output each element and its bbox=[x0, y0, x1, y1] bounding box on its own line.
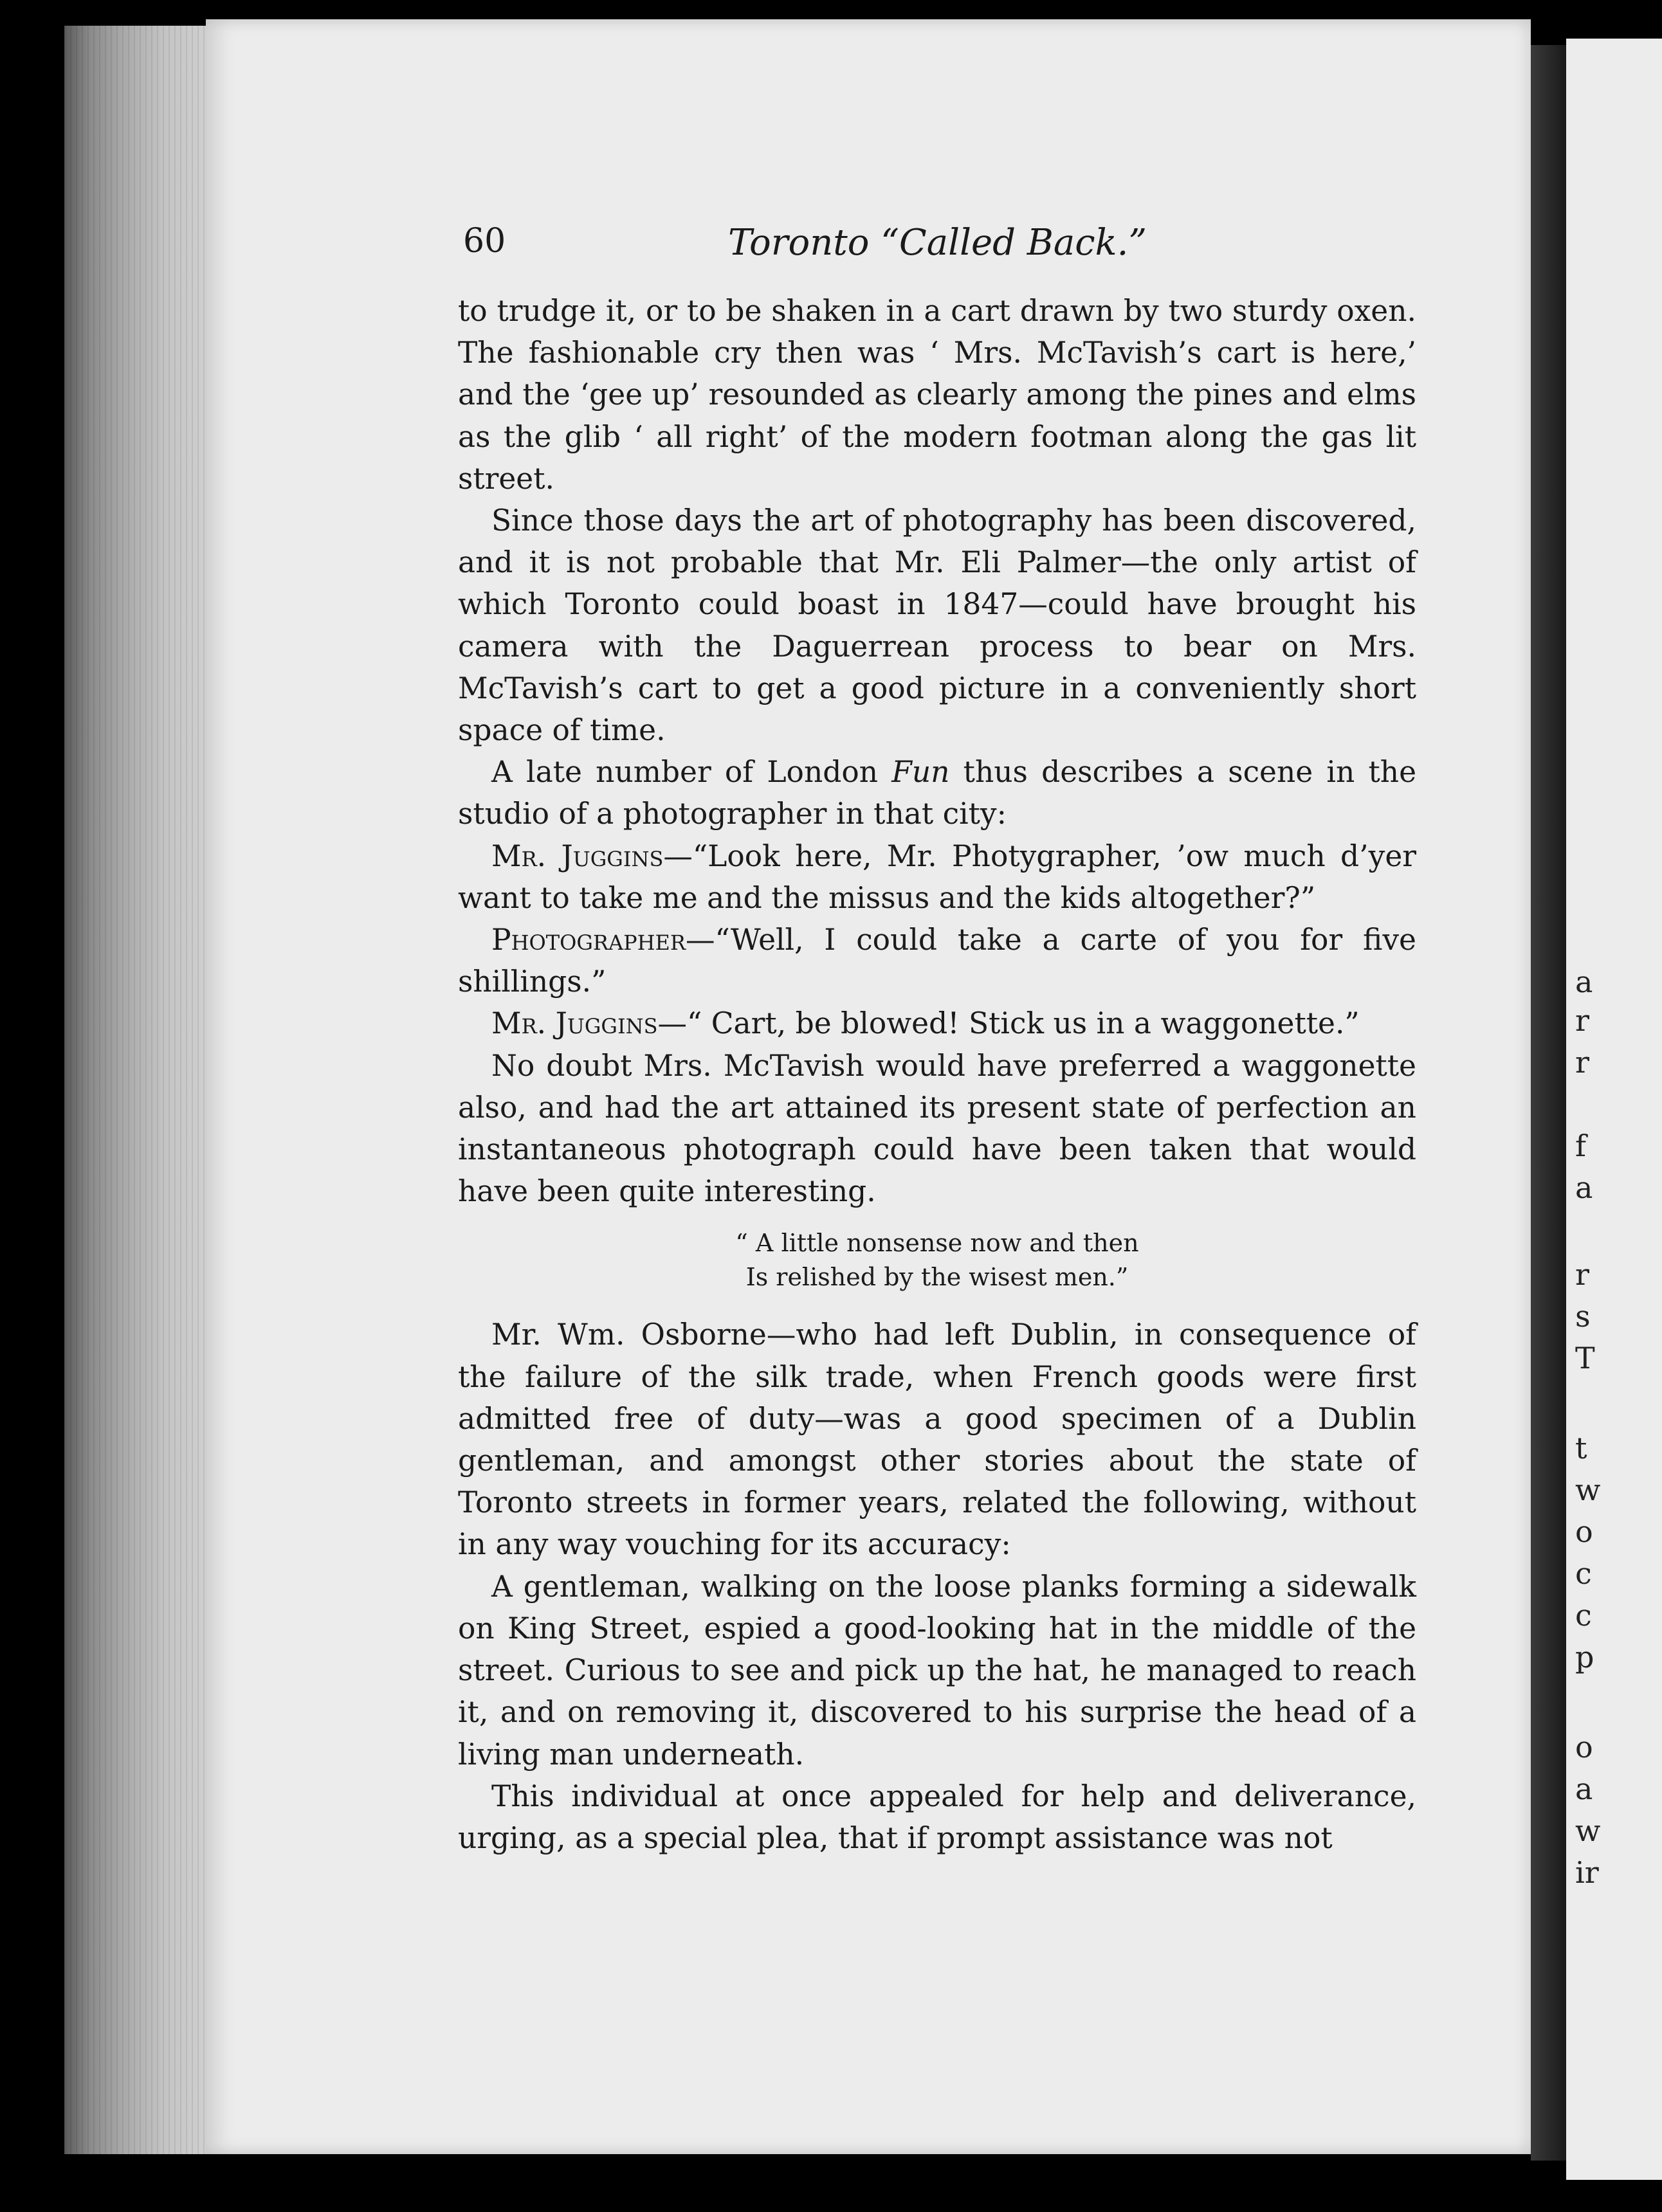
next-page-fragment: o bbox=[1575, 1730, 1593, 1764]
text-run: A late number of London bbox=[491, 755, 892, 790]
next-page-fragment: w bbox=[1575, 1813, 1601, 1848]
next-page-fragment: t bbox=[1575, 1431, 1587, 1465]
paragraph bbox=[458, 751, 1416, 835]
page-header bbox=[458, 222, 1416, 280]
running-head: Toronto “Called Back.” bbox=[728, 222, 1147, 264]
next-page-fragment: a bbox=[1575, 1772, 1593, 1806]
verse-quote bbox=[458, 1226, 1416, 1294]
verse-line: “ A little nonsense now and then bbox=[735, 1229, 1139, 1258]
dialogue-text: —“Look here, Mr. Photygrapher, ’ow much d’yer want to take me and the missus and the kids altogether?” bbox=[458, 839, 1417, 915]
page-number: 60 bbox=[463, 222, 506, 260]
dialogue-text: —“Well, I could take a carte of you for five shillings.” bbox=[458, 923, 1416, 999]
next-page-fragment: s bbox=[1575, 1299, 1591, 1334]
next-page-fragment: r bbox=[1575, 1045, 1589, 1080]
paragraph: to trudge it, or to be shaken in a cart drawn by two sturdy oxen. The fashionable cry then was ‘ Mrs. McTavish’s cart is here,’ and the ‘gee up’ resounded as clearly among the pines and elms as the glib ‘ all right’ of the modern footman along the gas lit street. bbox=[458, 294, 1416, 496]
next-page-fragment: w bbox=[1575, 1473, 1601, 1507]
next-page-fragment: a bbox=[1575, 965, 1593, 999]
next-page-fragment: c bbox=[1575, 1598, 1592, 1633]
text-run: thus describes a scene in the studio of a photographer in that city: bbox=[458, 755, 1416, 831]
speaker-name: Mr. Juggins bbox=[491, 1006, 658, 1041]
dialogue-text: —“ Cart, be blowed! Stick us in a waggonette.” bbox=[657, 1006, 1360, 1041]
paragraph: A gentleman, walking on the loose planks forming a sidewalk on King Street, espied a good-looking hat in the middle of the street. Curious to see and pick up the hat, he managed to reach it, and on removing it, discovered to his surprise the head of a living man underneath. bbox=[458, 1569, 1416, 1772]
speaker-name: Photographer bbox=[491, 923, 686, 957]
italic-title: Fun bbox=[891, 755, 950, 790]
next-page-fragment: r bbox=[1575, 1003, 1589, 1038]
next-page-fragment: ir bbox=[1575, 1855, 1599, 1890]
verse-line: Is relished by the wisest men.” bbox=[745, 1263, 1129, 1292]
paragraph: Since those days the art of photography has been discovered, and it is not probable that Mr. Eli Palmer—the only artist of which Toronto could boast in 1847—could have brought his camera with the Daguerrean process to bear on Mrs. McTavish’s cart to get a good picture in a conveniently short space of time. bbox=[458, 503, 1416, 748]
next-page-fragment: T bbox=[1575, 1341, 1595, 1375]
paragraph: No doubt Mrs. McTavish would have preferred a waggonette also, and had the art attained its present state of perfection an instantaneous photograph could have been taken that would have been quite interesting. bbox=[458, 1048, 1416, 1209]
next-page-fragment: p bbox=[1575, 1640, 1594, 1674]
dialogue-line bbox=[458, 919, 1416, 1002]
book-gutter bbox=[1531, 45, 1566, 2161]
paragraph: Mr. Wm. Osborne—who had left Dublin, in consequence of the failure of the silk trade, when French goods were first admitted free of duty—was a good specimen of a Dublin gentleman, and amongst other stories about the state of Toronto streets in former years, related the following, without in any way vouching for its accuracy: bbox=[458, 1318, 1416, 1562]
page-text bbox=[458, 222, 1416, 1859]
dialogue-line bbox=[458, 1002, 1416, 1044]
next-page-fragment: r bbox=[1575, 1257, 1589, 1292]
speaker-name: Mr. Juggins bbox=[491, 839, 664, 873]
next-page-edge bbox=[1566, 39, 1662, 2180]
paragraph: This individual at once appealed for help and deliverance, urging, as a special plea, that if prompt assistance was not bbox=[458, 1779, 1416, 1855]
next-page-fragment: c bbox=[1575, 1556, 1592, 1591]
next-page-fragment: a bbox=[1575, 1170, 1593, 1205]
next-page-fragment: f bbox=[1575, 1129, 1587, 1163]
dialogue-line bbox=[458, 835, 1416, 919]
next-page-fragment: o bbox=[1575, 1514, 1593, 1549]
